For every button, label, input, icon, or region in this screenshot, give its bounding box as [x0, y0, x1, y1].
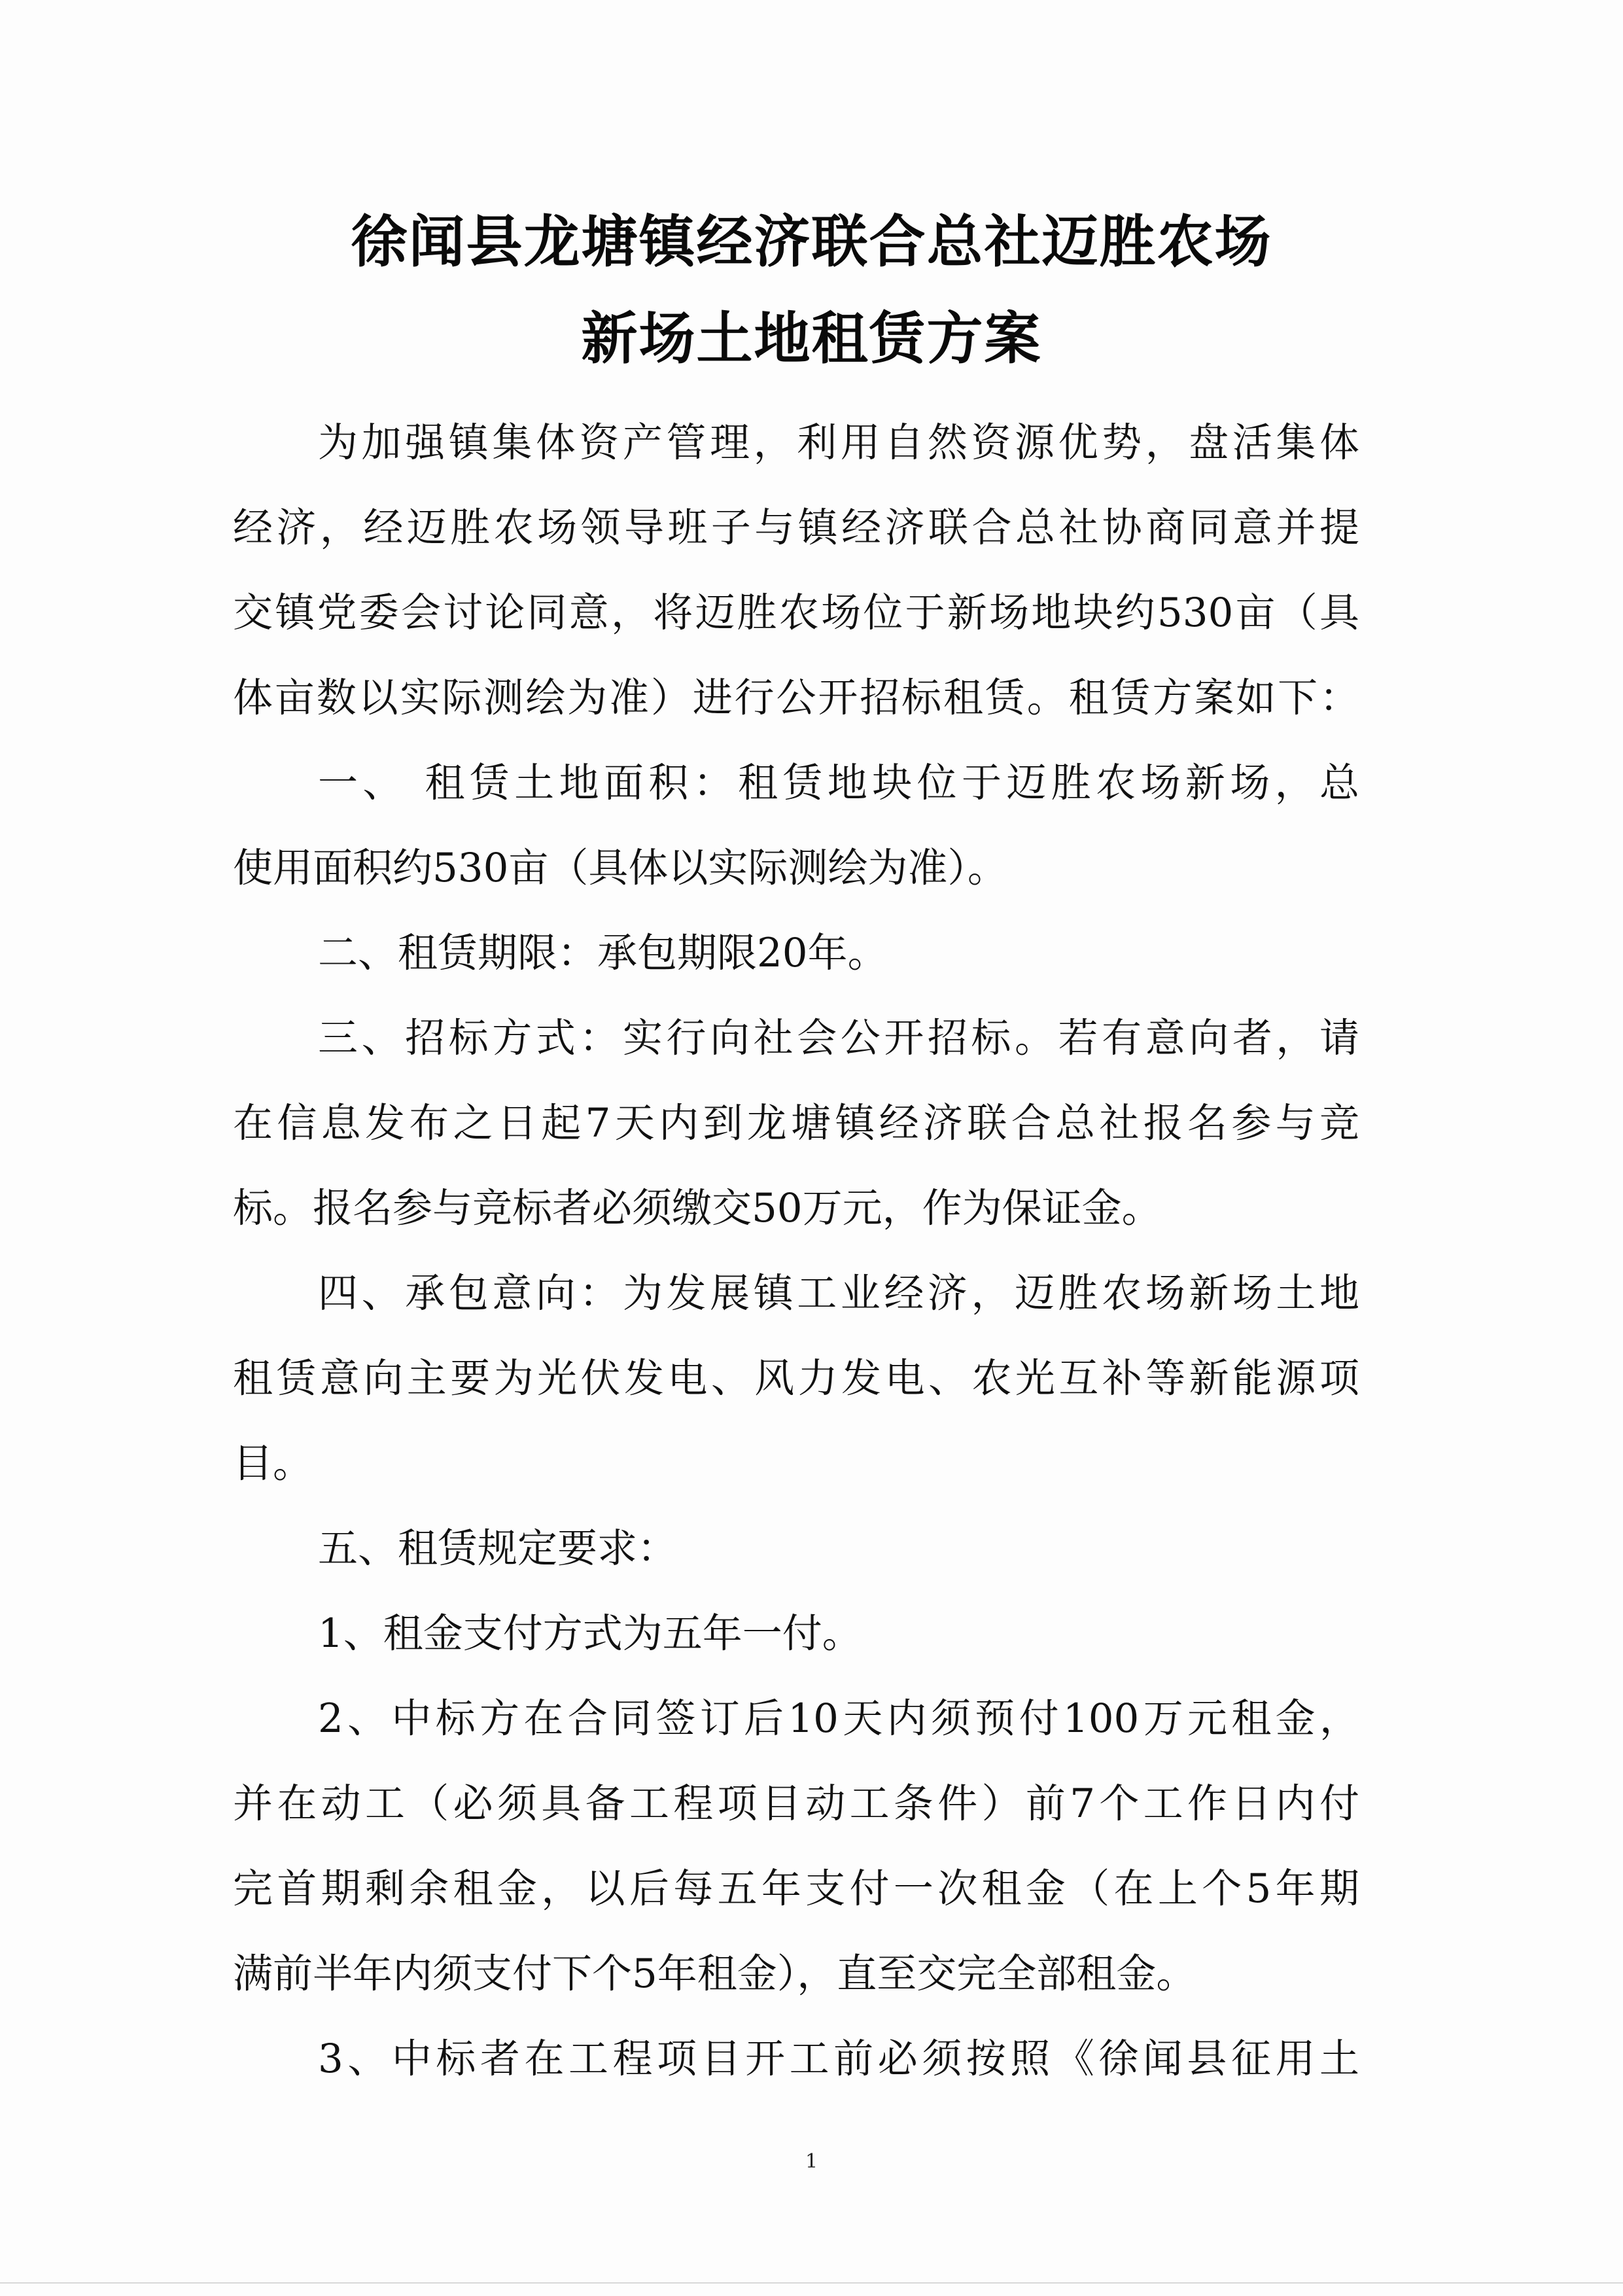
paragraph-intro-line-3: 交镇党委会讨论同意，将迈胜农场位于新场地块约530亩（具 — [233, 590, 1359, 636]
page-bottom-edge — [0, 2282, 1623, 2284]
document-title-line-1: 徐闻县龙塘镇经济联合总社迈胜农场 — [351, 209, 1272, 275]
paragraph-intro-line-2: 经济，经迈胜农场领导班子与镇经济联合总社协商同意并提 — [233, 504, 1359, 551]
section-5-item-2-line-4: 满前半年内须支付下个5年租金），直至交完全部租金。 — [233, 1951, 1196, 1997]
section-5-item-2-line-1: 2、中标方在合同签订后10天内须预付100万元租金， — [318, 1695, 1359, 1742]
document-body — [233, 400, 1359, 2102]
document-title-line-2: 新场土地租赁方案 — [581, 306, 1042, 372]
section-5-item-2-line-3: 完首期剩余租金，以后每五年支付一次租金（在上个5年期 — [233, 1865, 1359, 1912]
section-4-line-2: 租赁意向主要为光伏发电、风力发电、农光互补等新能源项 — [233, 1355, 1359, 1402]
section-4-line-3: 目。 — [233, 1440, 313, 1487]
section-5-heading: 五、租赁规定要求： — [318, 1525, 678, 1572]
section-3-line-1: 三、招标方式：实行向社会公开招标。若有意向者，请 — [318, 1015, 1359, 1061]
section-5-item-2-line-2: 并在动工（必须具备工程项目动工条件）前7个工作日内付 — [233, 1780, 1359, 1827]
section-1-line-2: 使用面积约530亩（具体以实际测绘为准）。 — [233, 845, 1007, 891]
section-3-line-3: 标。报名参与竞标者必须缴交50万元，作为保证金。 — [233, 1185, 1162, 1231]
paragraph-intro-line-4: 体亩数以实际测绘为准）进行公开招标租赁。租赁方案如下： — [233, 675, 1359, 721]
section-1-line-1: 一、 租赁土地面积：租赁地块位于迈胜农场新场，总 — [318, 760, 1359, 806]
section-2-line-1: 二、租赁期限：承包期限20年。 — [318, 930, 888, 976]
page-number: 1 — [805, 2150, 818, 2173]
section-3-line-2: 在信息发布之日起7天内到龙塘镇经济联合总社报名参与竞 — [233, 1100, 1359, 1146]
section-5-item-3-line-1: 3、中标者在工程项目开工前必须按照《徐闻县征用土 — [318, 2036, 1359, 2082]
paragraph-intro-line-1: 为加强镇集体资产管理，利用自然资源优势，盘活集体 — [318, 419, 1359, 466]
section-5-item-1: 1、租金支付方式为五年一付。 — [318, 1610, 862, 1657]
section-4-line-1: 四、承包意向：为发展镇工业经济，迈胜农场新场土地 — [318, 1270, 1359, 1316]
